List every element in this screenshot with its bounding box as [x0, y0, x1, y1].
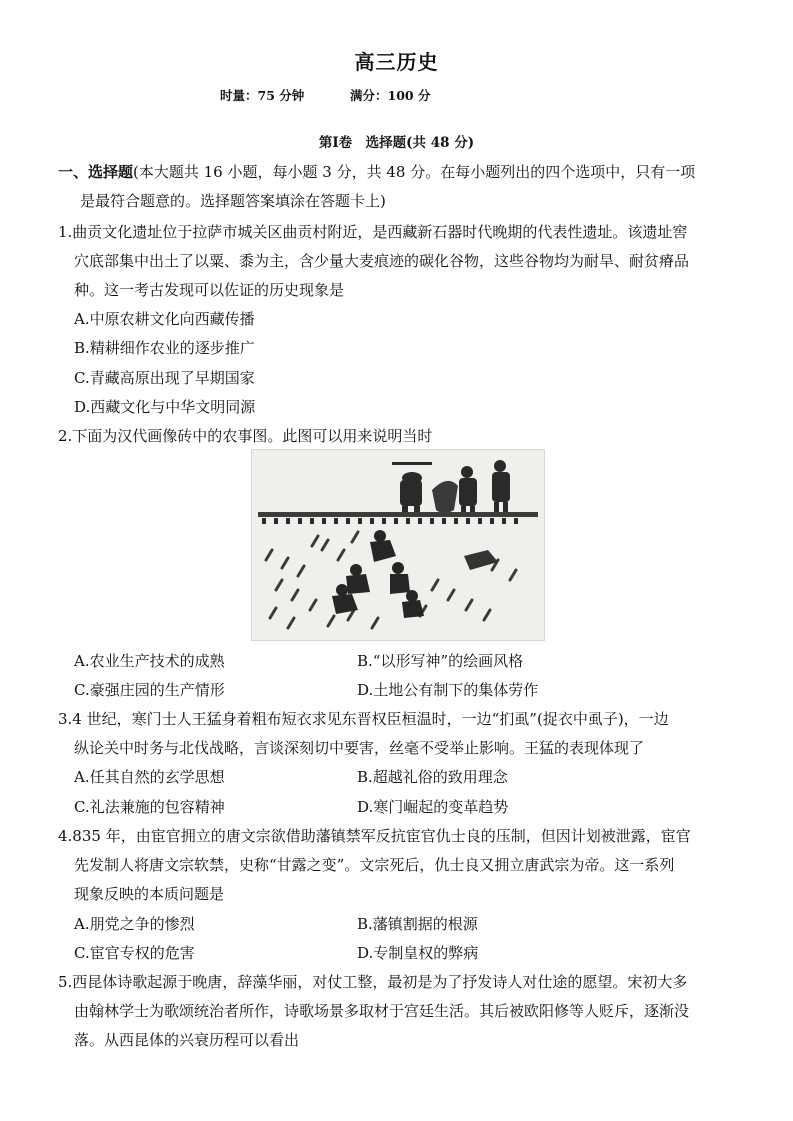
q1-option-d: D.西藏文化与中华文明同源 — [74, 398, 256, 416]
instructions-line-1 — [58, 162, 695, 182]
instructions-text-1: (本大题共 16 小题，每小题 3 分，共 48 分。在每小题列出的四个选项中，只有一项 — [133, 163, 696, 181]
q4-option-c: C.宦官专权的危害 — [74, 944, 195, 962]
q1-stem-line-2: 穴底部集中出土了以粟、黍为主，含少量大麦痕迹的碳化谷物，这些谷物均为耐旱、耐贫瘠品 — [74, 252, 690, 270]
q3-stem-line-1: 3.4 世纪，寒门士人王猛身着粗布短衣求见东晋权臣桓温时，一边“扪虱”(捉衣中虱子)，一边 — [58, 710, 669, 728]
q4-option-a: A.朋党之争的惨烈 — [74, 915, 195, 933]
instructions-line-2: 是最符合题意的。选择题答案填涂在答题卡上) — [80, 192, 386, 210]
q1-option-b: B.精耕细作农业的逐步推广 — [74, 339, 255, 357]
part-label: 一、选择题 — [58, 163, 134, 181]
q3-option-c: C.礼法兼施的包容精神 — [74, 798, 225, 816]
q1-option-c: C.青藏高原出现了早期国家 — [74, 369, 255, 387]
q3-option-a: A.任其自然的玄学思想 — [74, 768, 225, 786]
q4-stem-line-3: 现象反映的本质问题是 — [74, 885, 225, 903]
q2-stem-line-1: 2.下面为汉代画像砖中的农事图。此图可以用来说明当时 — [58, 427, 433, 445]
q1-stem-line-3: 种。这一考古发现可以佐证的历史现象是 — [74, 281, 345, 299]
q5-stem-line-2: 由翰林学士为歌颂统治者所作，诗歌场景多取材于宫廷生活。其后被欧阳修等人贬斥，逐渐没 — [74, 1002, 690, 1020]
q4-stem-line-1: 4.835 年，由宦官拥立的唐文宗欲借助藩镇禁军反抗宦官仇士良的压制，但因计划被泄露，宦官 — [58, 827, 691, 845]
q2-option-d: D.土地公有制下的集体劳作 — [357, 681, 539, 699]
farming-relief-icon — [252, 450, 544, 640]
q3-stem-line-2: 纵论关中时务与北伐战略，言谈深刻切中要害，丝毫不受举止影响。王猛的表现体现了 — [74, 739, 645, 757]
q2-option-b: B.“以形写神”的绘画风格 — [357, 652, 524, 670]
han-brick-farming-image — [251, 449, 545, 641]
page-title: 高三历史 — [354, 50, 439, 74]
q5-stem-line-1: 5.西昆体诗歌起源于晚唐，辞藻华丽，对仗工整，最初是为了抒发诗人对仕途的愿望。宋初大多 — [58, 973, 688, 991]
exam-time: 时量：75 分钟 — [220, 88, 305, 103]
q2-option-c: C.豪强庄园的生产情形 — [74, 681, 225, 699]
q4-option-b: B.藩镇割据的根源 — [357, 915, 478, 933]
section-heading: 第Ⅰ卷 选择题(共 48 分) — [318, 135, 475, 151]
q5-stem-line-3: 落。从西昆体的兴衰历程可以看出 — [74, 1031, 300, 1049]
q3-option-d: D.寒门崛起的变革趋势 — [357, 798, 509, 816]
q4-option-d: D.专制皇权的弊病 — [357, 944, 479, 962]
q2-option-a: A.农业生产技术的成熟 — [74, 652, 225, 670]
q1-option-a: A.中原农耕文化向西藏传播 — [74, 310, 255, 328]
exam-full-score: 满分：100 分 — [350, 88, 431, 103]
q4-stem-line-2: 先发制人将唐文宗软禁，史称“甘露之变”。文宗死后，仇士良又拥立唐武宗为帝。这一系列 — [74, 856, 675, 874]
q1-stem-line-1: 1.曲贡文化遗址位于拉萨市城关区曲贡村附近，是西藏新石器时代晚期的代表性遗址。该遗址窖 — [58, 223, 688, 241]
q3-option-b: B.超越礼俗的致用理念 — [357, 768, 508, 786]
